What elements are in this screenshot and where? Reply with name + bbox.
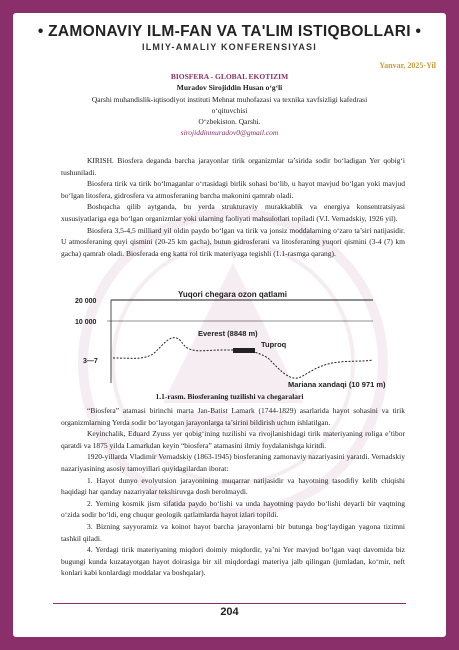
list-item: 4. Yerdagi tirik materiyaning miqdori doimiy miqdordir, ya’ni Yer mavjud bo‘lgan vaqt davomida biz bugungi kunda kuzatayotgan hayot doirasiga bir xil miqdordagi materiya jalb qilingan (jumladan, ko‘mir, neft konlari kabi konlardagi moddalar va boshqalar). — [61, 545, 405, 578]
paragraph: 1920-yillarda Vladimir Vernadskiy (1863-1945) biosferaning zamonaviy nazariyasini yaratdi. Vernadskiy nazariyasining asosiy tamoyillari quyidagilardan iborat: — [61, 452, 405, 473]
terrain-profile — [113, 338, 373, 379]
figure-caption: 1.1-rasm. Biosferaning tuzilishi va chegaralari — [155, 392, 304, 401]
soil-label: Tuproq — [261, 340, 287, 349]
author-location: O‘zbekiston. Qarshi. — [198, 117, 261, 127]
paragraph: Biosfera tirik va tirik bo‘lmaganlar o‘rtasidagi birlik sohasi bo‘lib, u hayot mavjud bo‘lgan yoki mavjud bo‘lgan litosfera, gidrosfera va atmosferaning barcha makonini qamrab oladi. — [61, 179, 405, 200]
main-paragraphs — [61, 405, 405, 579]
footer-divider — [53, 603, 406, 604]
land-block — [233, 348, 255, 353]
list-item: 2. Yerning kosmik jism sifatida paydo bo‘lishi va unda hayotning paydo bo‘lishi deyarli bir vaqtning o‘zida sodir bo‘ldi, eng chuqur geologik qatlamlarda hayot izlari topildi. — [61, 498, 405, 520]
trench-label: Mariana xandaqi (10 971 m) — [288, 380, 386, 389]
article-title: BIOSFERA - GLOBAL EKOTIZIM — [170, 72, 289, 81]
page-number: 204 — [220, 606, 239, 618]
y-tick-label: 3—7 — [83, 358, 98, 365]
list-item: 3. Bizning sayyoramiz va koinot hayot barcha jarayonlarni bir butunga bog‘laydigan yagona tizimni tashkil qiladi. — [61, 521, 405, 543]
list-item: 1. Hayot dunyo evolyutsion jarayonining muqarrar natijasidir va hayotning tasodifiy kelib chiqishi haqidagi har qanday nazariyalar tekshiruvga dosh berolmaydi. — [61, 475, 405, 497]
everest-label: Everest (8848 m) — [198, 329, 258, 338]
y-tick-label: 10 000 — [75, 319, 97, 326]
paragraph: KIRISH. Biosfera deganda barcha jarayonlar tirik organizmlar ta’sirida sodir bo‘ladigan Yer qobig‘i tushuniladi. — [61, 156, 405, 177]
conference-subtitle: ILMIY-AMALIY KONFERENSIYASI — [142, 42, 317, 52]
affiliation-line: o‘qituvchisi — [211, 105, 248, 115]
figure-top-label: Yuqori chegara ozon qatlami — [178, 290, 287, 299]
intro-paragraphs — [61, 155, 405, 259]
author-name: Muradov Sirojiddin Husan o‘g‘li — [176, 83, 283, 93]
paragraph: “Biosfera” atamasi birinchi marta Jan-Batist Lamark (1744-1829) asarlarida hayot sohasini va tirik organizmlarning Yerda sodir bo‘layotgan jarayonlarga ta’sirini bildirish uchun ishlatilgan. — [61, 406, 405, 427]
paragraph: Boshqacha qilib aytganda, bu yerda strukturaviy murakkablik va energiya konsentratsiyasi xususiyatlariga ega bo‘lgan organizmlar yoki ularning faoliyati mahsulotlari topiladi (V.I. Vernadskiy, 1926 yil). — [61, 202, 405, 223]
conference-header — [13, 23, 446, 52]
article-header — [13, 71, 446, 139]
y-tick-label: 20 000 — [75, 298, 97, 305]
document-page — [13, 13, 446, 637]
biosphere-structure-figure — [73, 288, 393, 390]
paragraph: Keyinchalik, Eduard Zyuss yer qobig‘ining tuzilishi va rivojlanishidagi tirik materiyaning roliga e’tibor qaratdi va 1875 yilda Lamarkdan keyin “biosfera” atamasini ilmiy foydalanishga kiritdi. — [61, 429, 405, 450]
affiliation-line: Qarshi muhandislik-iqtisodiyot instituti Mehnat muhofazasi va texnika xavfsizligi kafedrasi — [91, 94, 368, 104]
author-email[interactable]: sirojiddinmuradov0@gmail.com — [180, 128, 279, 138]
paragraph: Biosfera 3,5-4,5 milliard yil oldin paydo bo‘lgan va tirik va jonsiz moddalarning o‘zaro ta’siri natijasidir. U atmosferaning quyi qismini (20-25 km gacha), butun gidrosferani va litosferaning yuqori qismini (3-4 (7) km gacha) qamrab oladi. Biosferada eng katta rol tirik materiyaga tegishli (1.1-rasmga qarang). — [61, 225, 405, 258]
conference-title: • ZAMONAVIY ILM-FAN VA TA'LIM ISTIQBOLLARI • — [37, 23, 422, 40]
issue-date: Yanvar, 2025-Yil — [379, 61, 436, 70]
